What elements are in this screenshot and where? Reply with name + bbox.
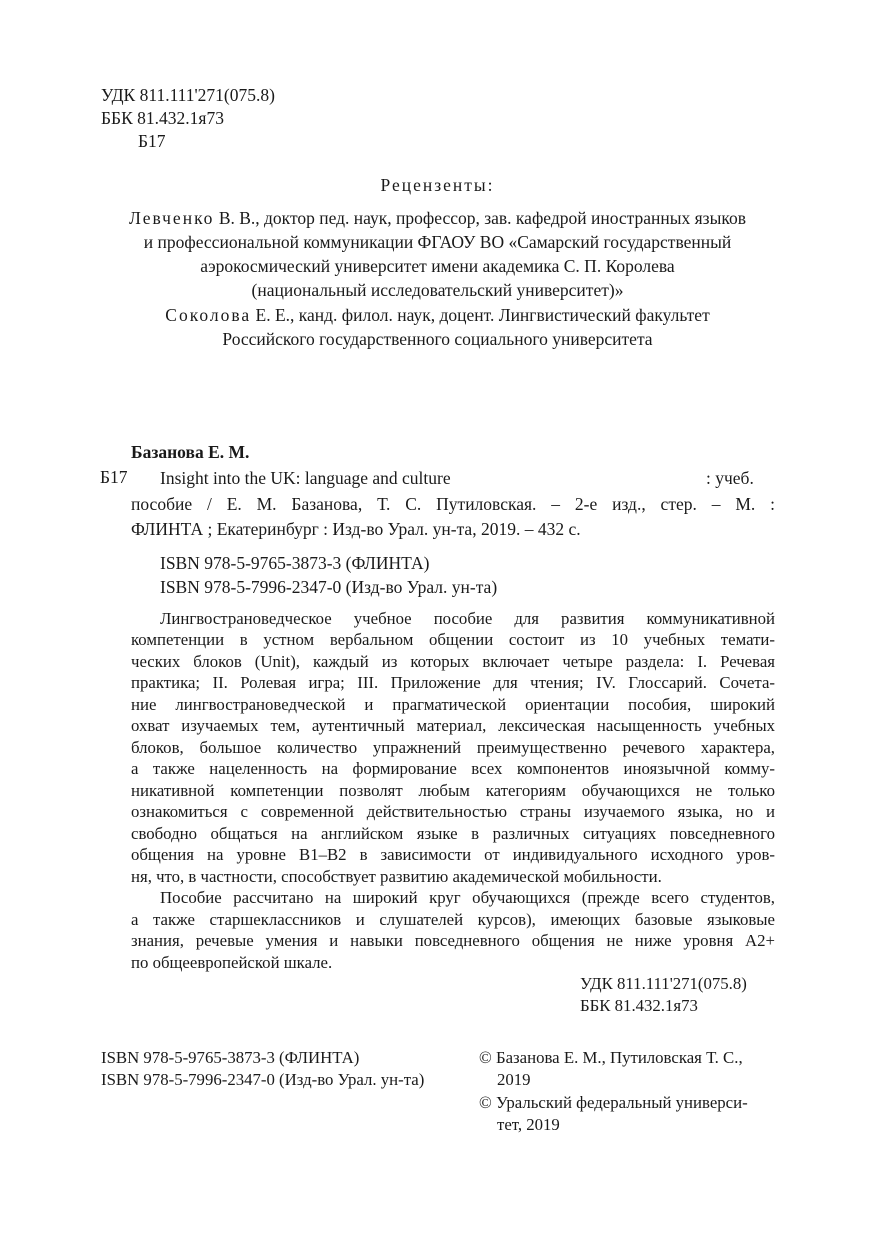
abstract-line: компетенции в устном вербальном общении состоит из 10 учебных темати- <box>131 630 775 649</box>
copyright-authors-year: 2019 <box>497 1070 531 1089</box>
copyright-university-year: тет, 2019 <box>497 1115 560 1134</box>
reviewer-1-line-3: аэрокосмический университет имени академика С. П. Королева <box>200 256 675 276</box>
abstract-udk: УДК 811.111'271(075.8) <box>580 974 747 993</box>
bib-title: Insight into the UK: language and culture <box>160 468 451 488</box>
reviewers-heading: Рецензенты: <box>380 175 495 195</box>
abstract-line: охват изучаемых тем, аутентичный материал, лексическая насыщенность учебных <box>131 716 775 735</box>
abstract-line: ня, что, в частности, способствует развитию академической мобильности. <box>131 867 662 886</box>
abstract-line: знания, речевые умения и навыки повседневного общения не ниже уровня А2+ <box>131 931 775 950</box>
abstract-bbk: ББК 81.432.1я73 <box>580 996 698 1015</box>
abstract-line: ческих блоков (Unit), каждый из которых включает четыре раздела: I. Речевая <box>131 652 775 671</box>
abstract-line: а также старшеклассников и слушателей курсов), имеющих базовые языковые <box>131 910 775 929</box>
abstract-line: ознакомиться с современной действительностью страны изучаемого языка, но и <box>131 802 775 821</box>
abstract-line: общения на уровне В1–В2 в зависимости от индивидуального исходного уров- <box>131 845 775 864</box>
bib-line-2: пособие / Е. М. Базанова, Т. С. Путиловская. – 2-е изд., стер. – М. : <box>131 494 775 514</box>
reviewer-2-line-2: Российского государственного социального университета <box>222 329 653 349</box>
author-mark: Б17 <box>138 131 166 151</box>
bib-isbn-2: ISBN 978-5-7996-2347-0 (Изд-во Урал. ун-та) <box>160 577 498 597</box>
bib-title-suffix: : учеб. <box>706 468 754 488</box>
bbk-code: ББК 81.432.1я73 <box>101 108 224 128</box>
abstract-line: свободно общаться на английском языке в различных ситуациях повседневного <box>131 824 775 843</box>
reviewer-2-line-1: Соколова Е. Е., канд. филол. наук, доцент. Лингвистический факультет <box>165 305 710 325</box>
footer-isbn-1: ISBN 978-5-9765-3873-3 (ФЛИНТА) <box>101 1048 360 1067</box>
reviewer-1-line-1: Левченко В. В., доктор пед. наук, профессор, зав. кафедрой иностранных языков <box>129 208 746 228</box>
reviewer-1-name: Левченко <box>129 208 215 228</box>
bib-line-3: ФЛИНТА ; Екатеринбург : Изд-во Урал. ун-та, 2019. – 432 с. <box>131 519 581 539</box>
abstract-line: ние лингвострановедческой и прагматической ориентации пособия, широкий <box>131 695 775 714</box>
abstract-line: а также нацеленность на формирование всех компонентов иноязычной комму- <box>131 759 775 778</box>
bib-isbn-1: ISBN 978-5-9765-3873-3 (ФЛИНТА) <box>160 553 430 573</box>
abstract-line: Пособие рассчитано на широкий круг обучающихся (прежде всего студентов, <box>160 888 775 907</box>
abstract-line: блоков, большое количество упражнений преимущественно речевого характера, <box>131 738 775 757</box>
abstract-line: практика; II. Ролевая игра; III. Приложение для чтения; IV. Глоссарий. Сочета- <box>131 673 775 692</box>
reviewer-1-line-2: и профессиональной коммуникации ФГАОУ ВО «Самарский государственный <box>143 232 732 252</box>
copyright-university: © Уральский федеральный универси- <box>479 1093 748 1112</box>
abstract-line: по общеевропейской шкале. <box>131 953 333 972</box>
reviewer-1-line-4: (национальный исследовательский университет)» <box>251 280 624 300</box>
abstract-line: Лингвострановедческое учебное пособие для развития коммуникативной <box>160 609 775 628</box>
bib-author: Базанова Е. М. <box>131 442 250 462</box>
udk-code: УДК 811.111'271(075.8) <box>101 85 275 105</box>
reviewer-2-name: Соколова <box>165 305 252 325</box>
footer-isbn-2: ISBN 978-5-7996-2347-0 (Изд-во Урал. ун-та) <box>101 1070 425 1089</box>
abstract-line: никативной компетенции позволят любым категориям обучающихся не только <box>131 781 775 800</box>
bib-code: Б17 <box>100 467 128 487</box>
copyright-authors: © Базанова Е. М., Путиловская Т. С., <box>479 1048 743 1067</box>
